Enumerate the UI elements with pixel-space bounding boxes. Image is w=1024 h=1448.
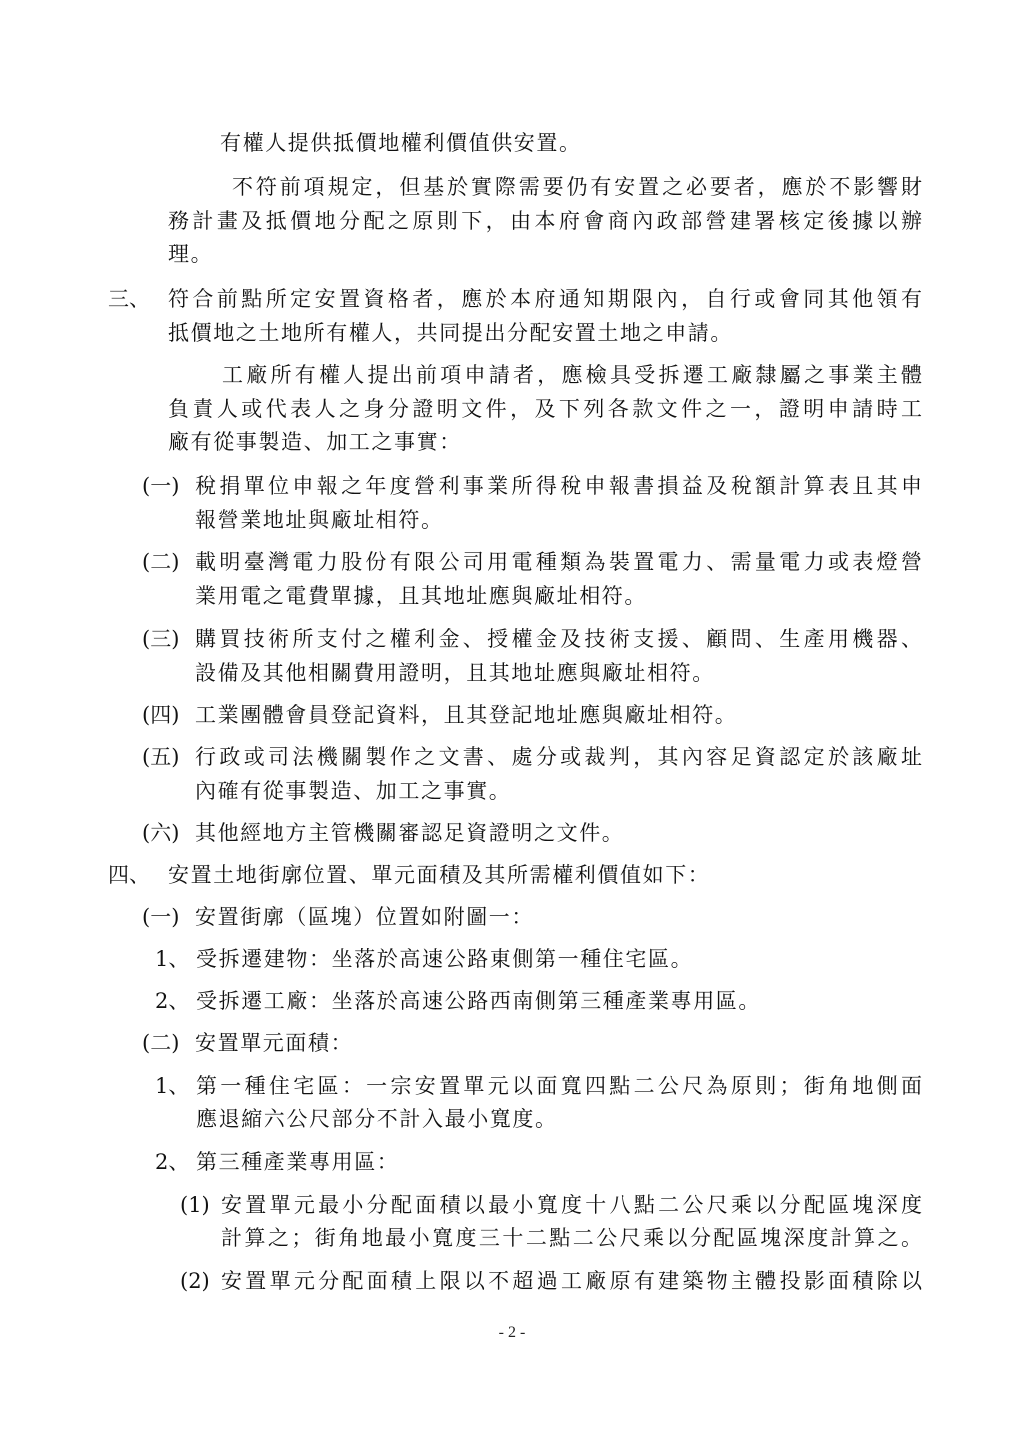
item-marker: (一)	[142, 474, 180, 498]
text-line: 符合前點所定安置資格者，應於本府通知期限內，自行或會同其他領有	[168, 287, 922, 311]
text-line: 載明臺灣電力股份有限公司用電種類為裝置電力、需量電力或表燈營	[195, 550, 922, 574]
text-line: 業用電之電費單據，且其地址應與廠址相符。	[195, 584, 647, 608]
text-line: 受拆遷工廠：坐落於高速公路西南側第三種產業專用區。	[196, 989, 761, 1013]
text-line: 安置街廓（區塊）位置如附圖一：	[195, 905, 534, 929]
number-marker: 1、	[155, 947, 190, 971]
text-line: 工業團體會員登記資料，且其登記地址應與廠址相符。	[195, 703, 738, 727]
text-line: 理。	[168, 242, 214, 266]
item-marker: (一)	[142, 905, 180, 929]
text-line: 其他經地方主管機關審認足資證明之文件。	[195, 821, 625, 845]
text-line: 報營業地址與廠址相符。	[195, 508, 444, 532]
text-line: 安置土地街廓位置、單元面積及其所需權利價值如下：	[168, 863, 711, 887]
subitem-marker: (2)	[180, 1269, 210, 1293]
text-line: 第一種住宅區：一宗安置單元以面寬四點二公尺為原則；街角地側面	[196, 1074, 922, 1098]
text-line: 稅捐單位申報之年度營利事業所得稅申報書損益及稅額計算表且其申	[195, 474, 922, 498]
text-line: 負責人或代表人之身分證明文件，及下列各款文件之一，證明申請時工	[168, 397, 922, 421]
text-line: 計算之；街角地最小寬度三十二點二公尺乘以分配區塊深度計算之。	[221, 1226, 922, 1250]
text-line: 不符前項規定，但基於實際需要仍有安置之必要者，應於不影響財	[232, 175, 922, 199]
section-marker: 四、	[108, 863, 150, 887]
item-marker: (三)	[142, 627, 180, 651]
text-line: 應退縮六公尺部分不計入最小寬度。	[196, 1107, 558, 1131]
text-line: 安置單元最小分配面積以最小寬度十八點二公尺乘以分配區塊深度	[221, 1193, 922, 1217]
text-line: 工廠所有權人提出前項申請者，應檢具受拆遷工廠隸屬之事業主體	[222, 363, 922, 387]
text-line: 安置單元面積：	[195, 1031, 354, 1055]
number-marker: 1、	[155, 1074, 190, 1098]
text-line: 內確有從事製造、加工之事實。	[195, 779, 512, 803]
item-marker: (五)	[142, 745, 180, 769]
text-line: 第三種產業專用區：	[196, 1150, 400, 1174]
item-marker: (二)	[142, 550, 180, 574]
subitem-marker: (1)	[180, 1193, 210, 1217]
text-line: 行政或司法機關製作之文書、處分或裁判，其內容足資認定於該廠址	[195, 745, 922, 769]
text-line: 有權人提供抵價地權利價值供安置。	[220, 131, 582, 155]
item-marker: (四)	[142, 703, 180, 727]
text-line: 安置單元分配面積上限以不超過工廠原有建築物主體投影面積除以	[221, 1269, 922, 1293]
text-line: 抵價地之土地所有權人，共同提出分配安置土地之申請。	[168, 321, 733, 345]
number-marker: 2、	[155, 989, 190, 1013]
section-marker: 三、	[108, 287, 150, 311]
text-line: 廠有從事製造、加工之事實：	[168, 430, 462, 454]
text-line: 務計畫及抵價地分配之原則下，由本府會商內政部營建署核定後據以辦	[168, 209, 922, 233]
page-number: - 2 -	[498, 1324, 526, 1341]
text-line: 購買技術所支付之權利金、授權金及技術支援、顧問、生產用機器、	[195, 627, 922, 651]
number-marker: 2、	[155, 1150, 190, 1174]
text-line: 設備及其他相關費用證明，且其地址應與廠址相符。	[195, 661, 715, 685]
text-line: 受拆遷建物：坐落於高速公路東側第一種住宅區。	[196, 947, 694, 971]
item-marker: (二)	[142, 1031, 180, 1055]
item-marker: (六)	[142, 821, 180, 845]
